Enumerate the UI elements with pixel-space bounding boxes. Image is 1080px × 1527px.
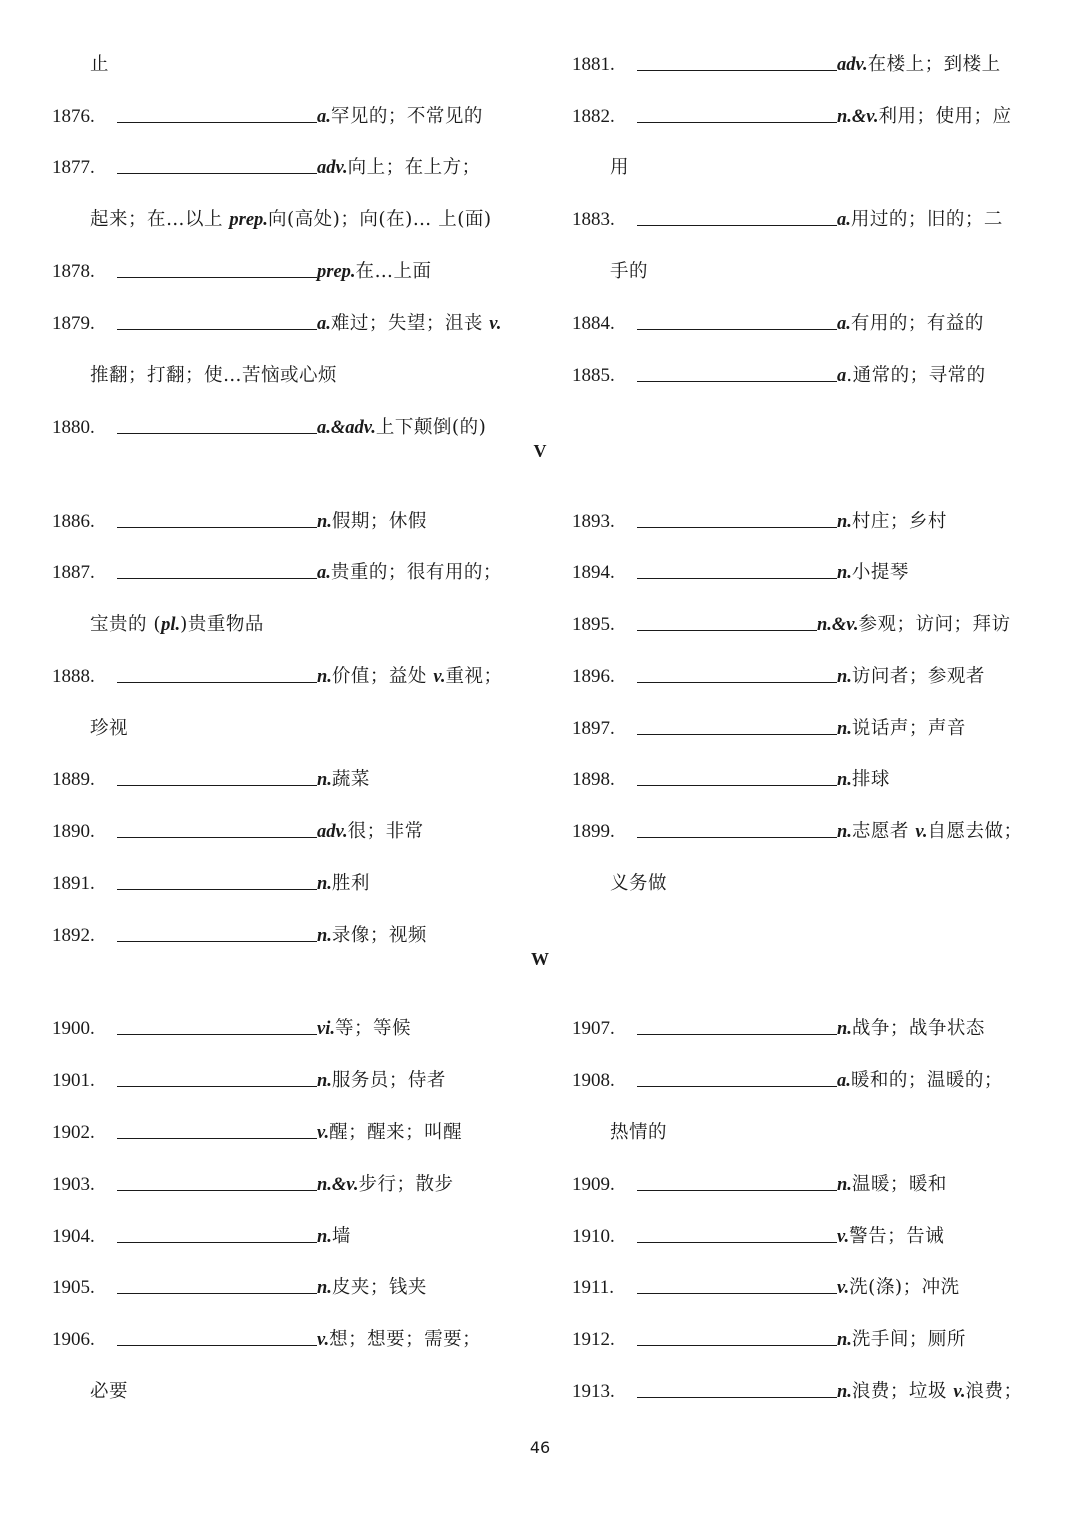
- definition: n.墙: [317, 1226, 351, 1247]
- definition: n.蔬菜: [317, 769, 370, 790]
- definition: v.想；想要；需要；: [317, 1329, 482, 1350]
- entry-1884: [572, 309, 1042, 339]
- definition: n.假期；休假: [317, 511, 427, 532]
- entry-1888: [52, 662, 522, 692]
- definition: n.皮夹；钱夹: [317, 1277, 427, 1298]
- definition: n.录像；视频: [317, 925, 427, 946]
- entry-1878: [52, 257, 522, 287]
- entry-1907: [572, 1014, 1042, 1044]
- definition: n.志愿者 v.自愿去做；: [837, 821, 1023, 842]
- entry-number: 1899.: [572, 821, 615, 842]
- continuation-1879: 推翻；打翻；使…苦恼或心烦: [90, 365, 338, 386]
- entry-number: 1888.: [52, 666, 95, 687]
- page-number: 46: [529, 1438, 551, 1457]
- entry-number: 1885.: [572, 365, 615, 386]
- entry-1879: [52, 309, 522, 339]
- answer-blank[interactable]: [637, 578, 837, 579]
- definition: n.&v.步行；散步: [317, 1174, 454, 1195]
- answer-blank[interactable]: [637, 630, 817, 631]
- entry-1902: [52, 1118, 522, 1148]
- entry-number: 1897.: [572, 718, 615, 739]
- section-heading-w: W: [531, 949, 549, 969]
- entry-number: 1882.: [572, 106, 615, 127]
- continuation-1906: 必要: [90, 1381, 129, 1402]
- entry-number: 1884.: [572, 313, 615, 334]
- entry-1905: [52, 1273, 522, 1303]
- answer-blank[interactable]: [117, 682, 317, 683]
- answer-blank[interactable]: [637, 1345, 837, 1346]
- answer-blank[interactable]: [117, 889, 317, 890]
- definition: vi.等；等候: [317, 1018, 411, 1039]
- answer-blank[interactable]: [637, 122, 837, 123]
- entry-number: 1890.: [52, 821, 95, 842]
- answer-blank[interactable]: [637, 1086, 837, 1087]
- definition: n.胜利: [317, 873, 370, 894]
- entry-1913: [572, 1377, 1042, 1407]
- entry-number: 1889.: [52, 769, 95, 790]
- definition: n.服务员；侍者: [317, 1070, 446, 1091]
- definition: n.访问者；参观者: [837, 666, 985, 687]
- entry-1883: [572, 205, 1042, 235]
- entry-1894: [572, 558, 1042, 588]
- answer-blank[interactable]: [117, 837, 317, 838]
- entry-1899: [572, 817, 1042, 847]
- continuation-1882: 用: [610, 157, 630, 178]
- entry-1906: [52, 1325, 522, 1355]
- entry-1889: [52, 765, 522, 795]
- definition: n.&v.利用；使用；应: [837, 106, 1012, 127]
- answer-blank[interactable]: [117, 1293, 317, 1294]
- definition: a.贵重的；很有用的；: [317, 562, 502, 583]
- entry-1882: [572, 102, 1042, 132]
- entry-number: 1894.: [572, 562, 615, 583]
- answer-blank[interactable]: [637, 329, 837, 330]
- definition: n.价值；益处 v.重视；: [317, 666, 503, 687]
- entry-1911: [572, 1273, 1042, 1303]
- entry-number: 1886.: [52, 511, 95, 532]
- definition: v.洗(涤)；冲洗: [837, 1277, 960, 1298]
- entry-number: 1901.: [52, 1070, 95, 1091]
- definition: adv.在楼上；到楼上: [837, 54, 1001, 75]
- continuation-1899: 义务做: [610, 873, 668, 894]
- entry-number: 1908.: [572, 1070, 615, 1091]
- entry-number: 1892.: [52, 925, 95, 946]
- entry-number: 1902.: [52, 1122, 95, 1143]
- answer-blank[interactable]: [637, 225, 837, 226]
- definition: n.村庄；乡村: [837, 511, 947, 532]
- entry-number: 1911.: [572, 1277, 615, 1298]
- entry-1891: [52, 869, 522, 899]
- continuation-1877: 起来；在…以上 prep.向(高处)；向(在)… 上(面): [90, 209, 492, 230]
- definition: a.难过；失望；沮丧 v.: [317, 313, 502, 334]
- definition: n.小提琴: [837, 562, 909, 583]
- entry-number: 1913.: [572, 1381, 615, 1402]
- definition: a.有用的；有益的: [837, 313, 984, 334]
- entry-1885: [572, 361, 1042, 391]
- entry-1908: [572, 1066, 1042, 1096]
- continuation-1875: 止: [90, 54, 110, 75]
- section-heading-v: V: [533, 441, 547, 461]
- definition: a.通常的；寻常的: [837, 365, 986, 386]
- entry-number: 1883.: [572, 209, 615, 230]
- entry-1897: [572, 714, 1042, 744]
- answer-blank[interactable]: [637, 527, 837, 528]
- entry-number: 1904.: [52, 1226, 95, 1247]
- continuation-1883: 手的: [610, 261, 649, 282]
- definition: n.战争；战争状态: [837, 1018, 985, 1039]
- entry-number: 1896.: [572, 666, 615, 687]
- answer-blank[interactable]: [637, 682, 837, 683]
- answer-blank[interactable]: [117, 785, 317, 786]
- entry-number: 1877.: [52, 157, 95, 178]
- answer-blank[interactable]: [637, 785, 837, 786]
- answer-blank[interactable]: [117, 578, 317, 579]
- entry-1900: [52, 1014, 522, 1044]
- entry-number: 1891.: [52, 873, 95, 894]
- answer-blank[interactable]: [637, 1190, 837, 1191]
- entry-1890: [52, 817, 522, 847]
- entry-number: 1881.: [572, 54, 615, 75]
- entry-number: 1907.: [572, 1018, 615, 1039]
- definition: a.&adv.上下颠倒(的): [317, 417, 487, 438]
- definition: n.浪费；垃圾 v.浪费；: [837, 1381, 1023, 1402]
- answer-blank[interactable]: [637, 70, 837, 71]
- entry-1898: [572, 765, 1042, 795]
- definition: adv.很；非常: [317, 821, 424, 842]
- entry-number: 1900.: [52, 1018, 95, 1039]
- entry-number: 1905.: [52, 1277, 95, 1298]
- entry-number: 1912.: [572, 1329, 615, 1350]
- entry-number: 1879.: [52, 313, 95, 334]
- entry-number: 1895.: [572, 614, 615, 635]
- answer-blank[interactable]: [637, 1293, 837, 1294]
- answer-blank[interactable]: [117, 1190, 317, 1191]
- entry-number: 1898.: [572, 769, 615, 790]
- answer-blank[interactable]: [117, 122, 317, 123]
- entry-1901: [52, 1066, 522, 1096]
- entry-number: 1906.: [52, 1329, 95, 1350]
- definition: n.排球: [837, 769, 890, 790]
- entry-number: 1893.: [572, 511, 615, 532]
- definition: n.&v.参观；访问；拜访: [817, 614, 1011, 635]
- answer-blank[interactable]: [117, 1242, 317, 1243]
- continuation-1888: 珍视: [90, 718, 129, 739]
- answer-blank[interactable]: [117, 173, 317, 174]
- entry-number: 1878.: [52, 261, 95, 282]
- definition: n.温暖；暖和: [837, 1174, 947, 1195]
- entry-1904: [52, 1222, 522, 1252]
- answer-blank[interactable]: [117, 1034, 317, 1035]
- continuation-1908: 热情的: [610, 1122, 668, 1143]
- entry-1893: [572, 507, 1042, 537]
- answer-blank[interactable]: [637, 1242, 837, 1243]
- answer-blank[interactable]: [637, 734, 837, 735]
- entry-number: 1876.: [52, 106, 95, 127]
- definition: n.洗手间；厕所: [837, 1329, 966, 1350]
- entry-number: 1880.: [52, 417, 95, 438]
- answer-blank[interactable]: [117, 1086, 317, 1087]
- answer-blank[interactable]: [117, 277, 317, 278]
- definition: n.说话声；声音: [837, 718, 966, 739]
- entry-1886: [52, 507, 522, 537]
- entry-1909: [572, 1170, 1042, 1200]
- entry-1877: [52, 153, 522, 183]
- entry-1881: [572, 50, 1042, 80]
- entry-1887: [52, 558, 522, 588]
- answer-blank[interactable]: [637, 381, 837, 382]
- definition: a.用过的；旧的；二: [837, 209, 1003, 230]
- definition: adv.向上；在上方；: [317, 157, 481, 178]
- answer-blank[interactable]: [637, 1034, 837, 1035]
- definition: v.警告；告诫: [837, 1226, 945, 1247]
- answer-blank[interactable]: [117, 433, 317, 434]
- answer-blank[interactable]: [117, 1138, 317, 1139]
- entry-1903: [52, 1170, 522, 1200]
- entry-1876: [52, 102, 522, 132]
- answer-blank[interactable]: [117, 527, 317, 528]
- continuation-1887: 宝贵的 (pl.)贵重物品: [90, 614, 264, 635]
- answer-blank[interactable]: [637, 1397, 837, 1398]
- answer-blank[interactable]: [117, 1345, 317, 1346]
- definition: a.罕见的；不常见的: [317, 106, 483, 127]
- entry-1910: [572, 1222, 1042, 1252]
- entry-1895: [572, 610, 1042, 640]
- entry-1896: [572, 662, 1042, 692]
- entry-number: 1909.: [572, 1174, 615, 1195]
- answer-blank[interactable]: [117, 329, 317, 330]
- answer-blank[interactable]: [117, 941, 317, 942]
- entry-1912: [572, 1325, 1042, 1355]
- entry-number: 1887.: [52, 562, 95, 583]
- definition: v.醒；醒来；叫醒: [317, 1122, 463, 1143]
- answer-blank[interactable]: [637, 837, 837, 838]
- definition: a.暖和的；温暖的；: [837, 1070, 1003, 1091]
- definition: prep.在…上面: [317, 261, 432, 282]
- entry-number: 1910.: [572, 1226, 615, 1247]
- entry-number: 1903.: [52, 1174, 95, 1195]
